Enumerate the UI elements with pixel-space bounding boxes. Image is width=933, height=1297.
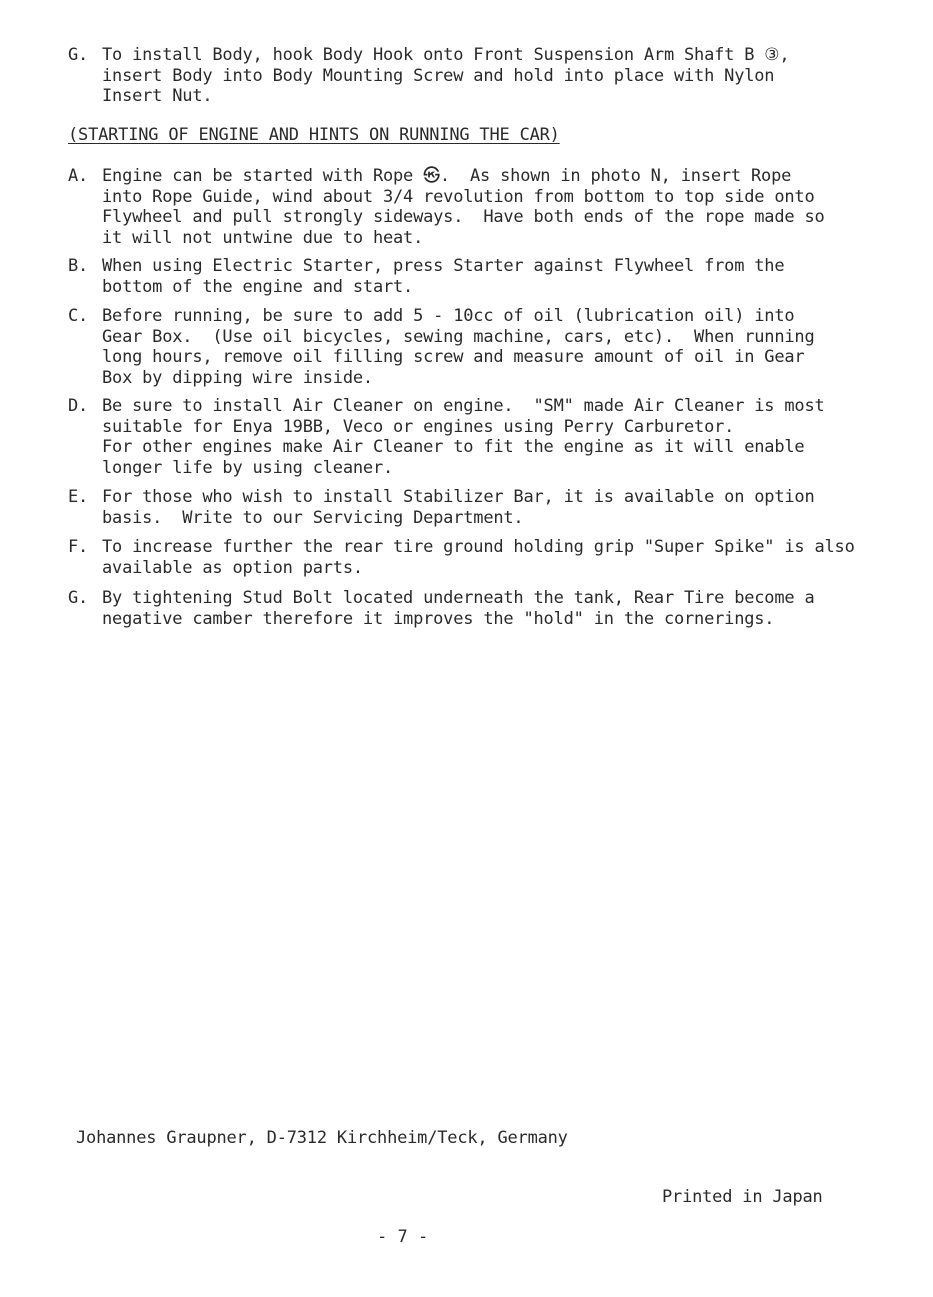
list-item-c bbox=[68, 306, 918, 388]
list-item-line: G. By tightening Stud Bolt located underneath the tank, Rear Tire become a bbox=[68, 588, 815, 608]
list-item-line: F. To increase further the rear tire ground holding grip "Super Spike" is also bbox=[68, 537, 855, 557]
list-item-d bbox=[68, 396, 918, 478]
list-item-line: E. For those who wish to install Stabilizer Bar, it is available on option bbox=[68, 487, 815, 507]
list-item-line: into Rope Guide, wind about 3/4 revolution from bottom to top side onto bbox=[102, 186, 815, 207]
list-item-line: suitable for Enya 19BB, Veco or engines using Perry Carburetor. bbox=[102, 416, 735, 437]
list-item-b bbox=[68, 256, 918, 297]
list-marker: C. bbox=[68, 306, 89, 326]
list-item-g bbox=[68, 588, 918, 629]
list-item-line: G. To install Body, hook Body Hook onto Front Suspension Arm Shaft B ③, bbox=[68, 45, 790, 65]
list-item-line: A. Engine can be started with Rope ㉿. As shown in photo N, insert Rope bbox=[68, 166, 792, 186]
list-item-line: long hours, remove oil filling screw and measure amount of oil in Gear bbox=[102, 347, 805, 367]
list-item-line: insert Body into Body Mounting Screw and hold into place with Nylon bbox=[102, 65, 775, 86]
list-marker: B. bbox=[68, 256, 89, 276]
list-item-line: Gear Box. (Use oil bicycles, sewing machine, cars, etc). When running bbox=[102, 326, 815, 347]
list-marker: F. bbox=[68, 537, 89, 557]
list-item-line: it will not untwine due to heat. bbox=[102, 227, 424, 248]
list-item-line: B. When using Electric Starter, press Starter against Flywheel from the bbox=[68, 256, 785, 276]
list-marker: D. bbox=[68, 396, 89, 416]
publisher-address: Johannes Graupner, D-7312 Kirchheim/Teck, Germany bbox=[76, 1128, 568, 1148]
list-item-line: C. Before running, be sure to add 5 - 10cc of oil (lubrication oil) into bbox=[68, 306, 795, 326]
list-item-line: Insert Nut. bbox=[102, 86, 213, 106]
list-item-a bbox=[68, 166, 918, 248]
list-item-f bbox=[68, 537, 918, 578]
section-heading: (STARTING OF ENGINE AND HINTS ON RUNNING THE CAR) bbox=[68, 125, 560, 145]
list-item-line: D. Be sure to install Air Cleaner on engine. "SM" made Air Cleaner is most bbox=[68, 396, 825, 416]
page-number: - 7 - bbox=[377, 1227, 429, 1247]
list-item-e bbox=[68, 487, 918, 528]
list-marker: G. bbox=[68, 45, 89, 65]
list-item-line: longer life by using cleaner. bbox=[102, 457, 394, 478]
list-item-line: basis. Write to our Servicing Department. bbox=[102, 507, 524, 528]
list-marker: A. bbox=[68, 166, 89, 186]
list-item-line: For other engines make Air Cleaner to fit the engine as it will enable bbox=[102, 437, 805, 457]
list-item-line: available as option parts. bbox=[102, 557, 363, 578]
list-item-line: bottom of the engine and start. bbox=[102, 276, 414, 297]
list-item-line: Flywheel and pull strongly sideways. Have both ends of the rope made so bbox=[102, 207, 825, 227]
list-marker: G. bbox=[68, 588, 89, 608]
list-item-line: negative camber therefore it improves the "hold" in the cornerings. bbox=[102, 608, 775, 629]
printed-in-note: Printed in Japan bbox=[662, 1187, 823, 1207]
list-marker: E. bbox=[68, 487, 89, 507]
list-item-pre-g bbox=[68, 45, 918, 107]
list-item-line: Box by dipping wire inside. bbox=[102, 367, 373, 388]
